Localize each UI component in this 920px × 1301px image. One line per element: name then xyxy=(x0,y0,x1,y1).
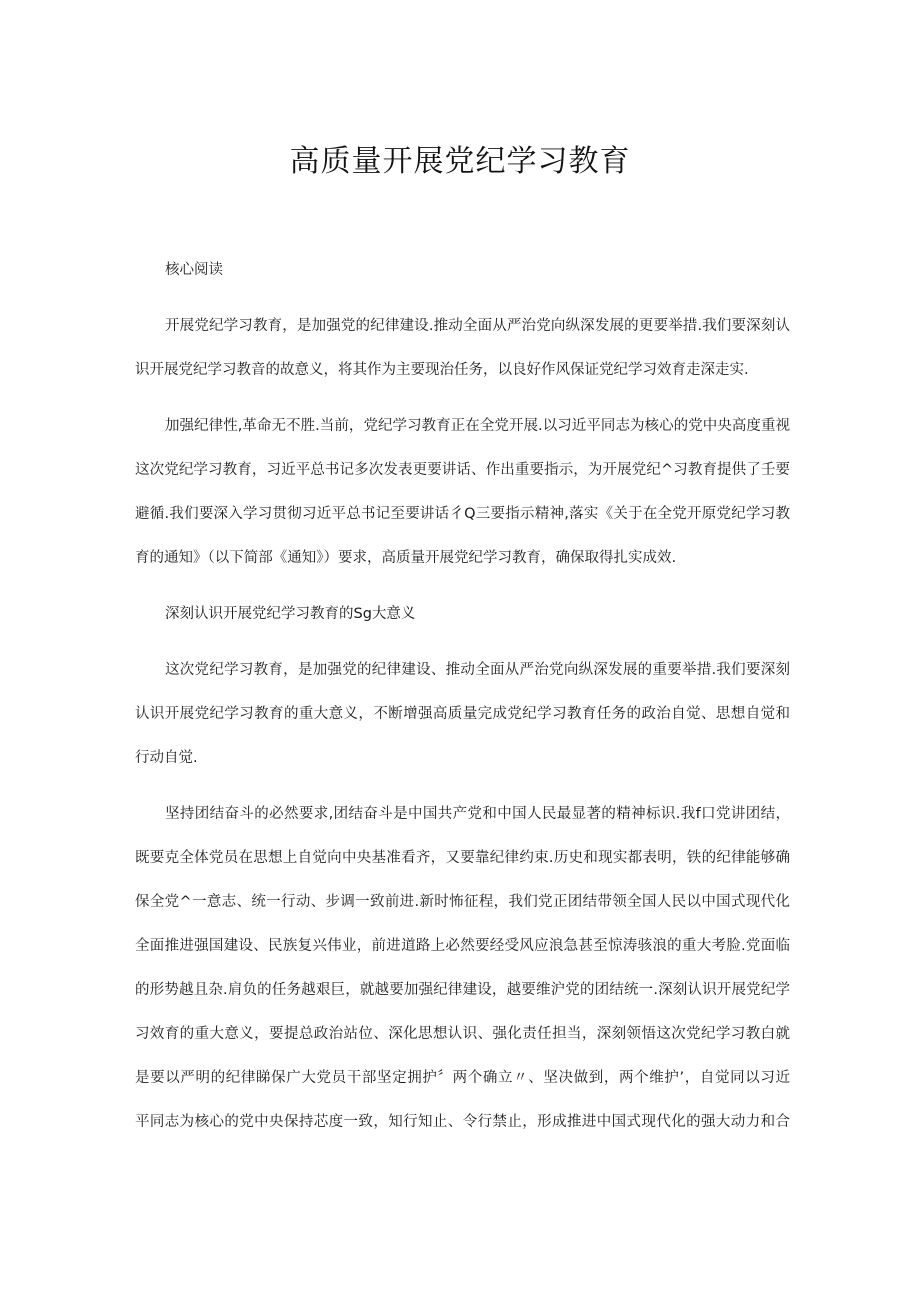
paragraph-line: 这次党纪学习教育，是加强党的纪律建设、推动全面从严治党向纵深发展的重要举措.我们要深刻 xyxy=(165,662,790,678)
paragraph-line: 认识开展党纪学习教育的重大意义，不断增强高质量完成党纪学习教育任务的政治自觉、思想自觉和 xyxy=(135,706,790,722)
paragraph-line: 是要以严明的纪律睇保广大党员干部坚定拥护〞两个确立〃、坚决做到，两个维护’，自觉同以习近 xyxy=(135,1070,790,1086)
paragraph-line: 保全党^一意志、统一行动、步调一致前进.新时怖征程，我们党正团结带领全国人民以中国式现代化 xyxy=(135,894,790,910)
section-heading-significance: 深刻认识开展党纪学习教育的Sg大意义 xyxy=(165,606,416,622)
paragraph-line: 全面推进强国建设、民族复兴伟业，前进道路上必然要经受风应浪急甚至惊涛骇浪的重大考脸.党面临 xyxy=(135,938,790,954)
paragraph-unity xyxy=(135,792,790,1144)
paragraph-line: 开展党纪学习教育，是加强党的纪律建设.推动全面从严治党向纵深发展的更要举措.我们要深刻认 xyxy=(165,318,790,334)
paragraph-line: 这次党纪学习教育，习近平总书记多次发表更要讲话、作出重要指示，为开展党纪^习教育提供了壬要 xyxy=(135,462,790,478)
paragraph-line: 坚持团结奋斗的必然要求,团结奋斗是中国共产党和中国人民最显著的精神标识.我f口党讲团结， xyxy=(165,806,790,822)
document-title: 高质量开展党纪学习教育 xyxy=(289,144,631,179)
section-heading-core-reading: 核心阅读 xyxy=(165,262,223,278)
paragraph-discipline xyxy=(135,404,790,580)
paragraph-intro xyxy=(135,304,790,392)
paragraph-line: 加强纪律性,革命无不胜.当前，党纪学习教育正在全党开展.以习近平同志为核心的党中央高度重视 xyxy=(165,418,790,434)
paragraph-line: 行动自觉. xyxy=(135,750,198,766)
paragraph-significance xyxy=(135,648,790,780)
document-body xyxy=(135,248,790,1156)
paragraph-line: 既要克全体党员在思想上自觉向中央基准看齐，又要靠纪律约束.历史和现实都表明，铁的纪律能够确 xyxy=(135,850,790,866)
paragraph-line: 识开展党纪学习教音的故意义，将其作为主要现治任务，以良好作风保证党纪学习效育走深走实. xyxy=(135,362,749,378)
paragraph-line: 习效育的重大意义，要提总政治站位、深化思想认识、强化责任担当，深刻领悟这次党纪学习教白就 xyxy=(135,1026,790,1042)
paragraph-line: 避循.我们要深入学习贯彻习近平总书记至要讲话彳Q三要指示精神,落实《关于在全党开原党纪学习教 xyxy=(135,506,790,522)
paragraph-line: 的形势越且杂.肩负的任务越艰巨，就越要加强纪律建设，越要维沪党的团结统一.深刻认识开展党纪学 xyxy=(135,982,790,998)
paragraph-line: 育的通知》（以下简部《通知》）要求，高质量开展党纪学习教育，确保取得扎实成效. xyxy=(135,550,677,566)
paragraph-line: 平同志为核心的党中央保持芯度一致，知行知止、令行禁止，形成推进中国式现代化的强大动力和合 xyxy=(135,1114,790,1130)
